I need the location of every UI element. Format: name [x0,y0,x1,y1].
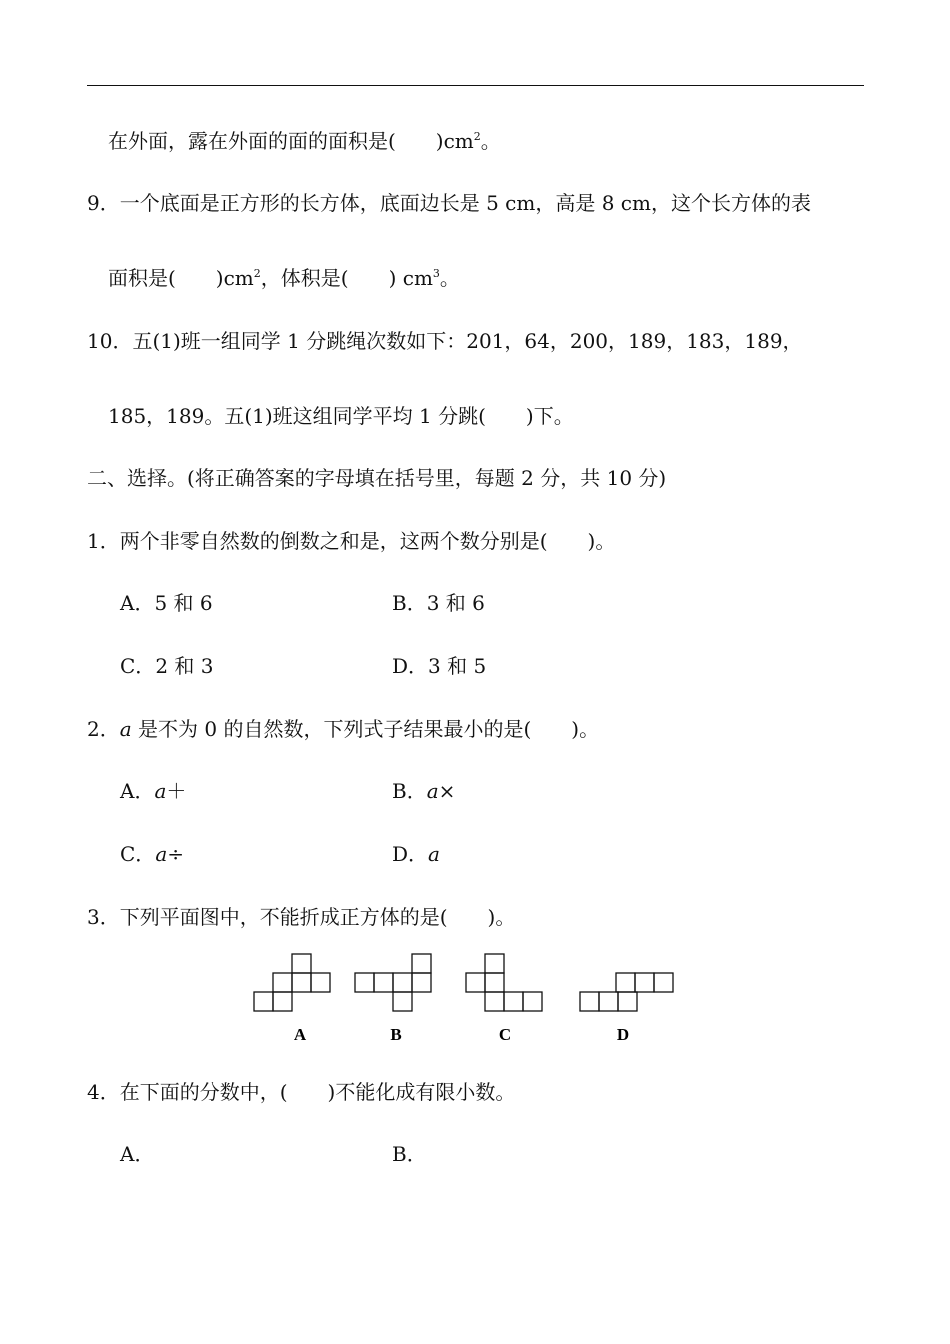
cube-nets-svg [250,950,690,1050]
choice-question-4: 4．在下面的分数中，( )不能化成有限小数。 [87,1080,516,1104]
cube-nets-figure [250,950,690,1050]
choice-1-option-d[interactable]: D．3 和 5 [392,654,487,678]
net-label-c: C [498,1025,512,1044]
choice-1-option-b[interactable]: B．3 和 6 [392,591,485,615]
question-number: 2． [87,717,120,741]
net-a[interactable] [254,954,330,1011]
net-b[interactable] [355,954,431,1011]
question-9-line2: 面积是( )$cm^2$，体积是( ) $cm^3$。 [108,266,460,290]
net-d[interactable] [580,973,673,1011]
header-rule [87,85,864,86]
choice-question-2: 2．a 是不为 0 的自然数，下列式子结果最小的是( )。 [87,717,600,741]
choice-2-option-a[interactable]: A．a＋ [120,779,187,803]
question-number: 10． [87,329,133,353]
question-number: 4． [87,1080,120,1104]
question-10-line1: 10．五(1)班一组同学 1 分跳绳次数如下：201，64，200，189，183，189， [87,329,803,353]
choice-2-option-c[interactable]: C．a÷ [120,842,185,866]
net-label-b: B [390,1025,402,1044]
question-number: 1． [87,529,120,553]
question-9-line1: 9．一个底面是正方形的长方体，底面边长是 5 cm，高是 8 cm，这个长方体的表 [87,191,811,215]
choice-4-option-b[interactable]: B． [392,1142,427,1166]
choice-1-option-c[interactable]: C．2 和 3 [120,654,214,678]
choice-2-option-b[interactable]: B．a× [392,779,456,803]
q8-continuation: 在外面，露在外面的面的面积是( )$cm^2$。 [108,129,501,153]
net-label-d: D [616,1025,630,1044]
choice-1-option-a[interactable]: A．5 和 6 [120,591,213,615]
question-number: 9． [87,191,120,215]
choice-question-3: 3．下列平面图中，不能折成正方体的是( )。 [87,905,516,929]
question-number: 3． [87,905,120,929]
choice-question-1: 1．两个非零自然数的倒数之和是，这两个数分别是( )。 [87,529,616,553]
choice-2-option-d[interactable]: D．a [392,842,440,866]
section-heading-choice: 二、选择。(将正确答案的字母填在括号里，每题 2 分，共 10 分) [87,466,667,490]
choice-4-option-a[interactable]: A． [120,1142,155,1166]
question-10-line2: 185，189。五(1)班这组同学平均 1 分跳( )下。 [108,404,574,428]
net-label-a: A [293,1025,307,1044]
net-c[interactable] [466,954,542,1011]
